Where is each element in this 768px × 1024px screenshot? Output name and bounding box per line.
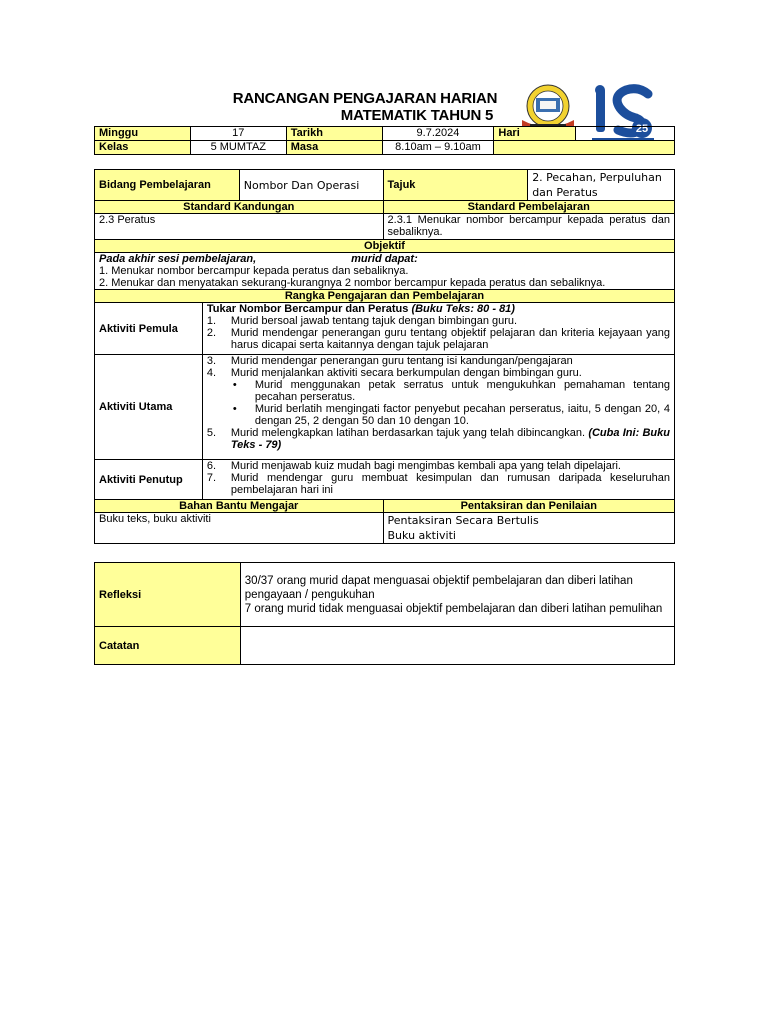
penilaian-header: Pentaksiran dan Penilaian [383,500,674,513]
penilaian-item-1: Pentaksiran Secara Bertulis [387,514,539,527]
rangka-header: Rangka Pengajaran dan Pembelajaran [95,290,675,303]
list-item: 4. Murid menjalankan aktiviti secara berkumpulan dengan bimbingan guru. • Murid menggunakan petak serratus untuk mengukuhkan pemahaman tentang pecahan perseratus. • Murid berlatih mengingati factor penyebut pecahan perseratus, iaitu, 5 dengan 20, 4 dengan 25, 2 dengan 50 dan 10 dengan 10. [206,367,670,427]
standard-pembelajaran-header: Standard Pembelajaran [383,201,674,214]
aktiviti-utama-content [202,355,674,460]
refleksi-content [240,563,674,627]
kelas-value: 5 MUMTAZ [190,141,286,155]
page-subtitle: MATEMATIK TAHUN 5 [340,107,494,124]
info-blank-cell [494,141,675,155]
aktiviti-pemula-content [202,303,674,355]
bbm-value: Buku teks, buku aktiviti [95,513,384,544]
bbm-header: Bahan Bantu Mengajar [95,500,384,513]
minggu-label: Minggu [95,127,191,141]
reflection-table [94,562,675,665]
svg-text:25: 25 [635,123,649,135]
masa-value: 8.10am – 9.10am [382,141,494,155]
catatan-value [240,627,674,665]
aktiviti-penutup-content [202,460,674,500]
sub-list-item: • Murid berlatih mengingati factor penyebut pecahan perseratus, iaitu, 5 dengan 20, 4 dengan 25, 2 dengan 50 dan 10 dengan 10. [232,403,670,427]
bidang-label: Bidang Pembelajaran [95,170,240,201]
minggu-value: 17 [190,127,286,141]
kelas-label: Kelas [95,141,191,155]
standard-pembelajaran-value: 2.3.1 Menukar nombor bercampur kepada peratus dan sebaliknya. [383,214,674,240]
bullet-icon: • [232,403,237,415]
tarikh-label: Tarikh [286,127,382,141]
objektif-content [95,253,675,290]
penilaian-value [383,513,674,544]
standard-kandungan-value: 2.3 Peratus [95,214,384,240]
refleksi-label: Refleksi [95,563,241,627]
objektif-intro-b: murid dapat: [351,253,418,265]
refleksi-line-2: 7 orang murid tidak menguasai objektif pembelajaran dan diberi latihan pemulihan [244,602,663,615]
list-item: 2. Murid mendengar penerangan guru tentang objektif pelajaran dan kriteria kejayaan yang harus dicapai serta kaitannya dengan tajuk pelajaran [206,327,670,351]
list-item: 1. Murid bersoal jawab tentang tajuk dengan bimbingan guru. [206,315,518,327]
list-item: 3. Murid mendengar penerangan guru tentang isi kandungan/pengajaran [206,355,573,367]
aktiviti-pemula-label: Aktiviti Pemula [95,303,203,355]
objektif-header: Objektif [95,240,675,253]
info-table [94,126,675,155]
bidang-value: Nombor Dan Operasi [239,170,383,201]
step5-ref: (Cuba Ini: Buku Teks - 79) [230,427,670,451]
objektif-item-1: 1. Menukar nombor bercampur kepada peratus dan sebaliknya. [99,265,409,277]
bullet-icon: • [232,379,237,391]
objektif-intro-a: Pada akhir sesi pembelajaran, [99,253,257,265]
refleksi-line-1: 30/37 orang murid dapat menguasai objektif pembelajaran dan diberi latihan pengayaan / pengukuhan [244,574,633,601]
tarikh-value: 9.7.2024 [382,127,494,141]
masa-label: Masa [286,141,382,155]
pemula-ref: (Buku Teks: 80 - 81) [411,303,515,315]
lesson-plan-table [94,169,675,544]
pemula-heading: Tukar Nombor Bercampur dan Peratus [206,303,409,315]
penilaian-item-2: Buku aktiviti [387,529,456,542]
objektif-item-2: 2. Menukar dan menyatakan sekurang-kurangnya 2 nombor bercampur kepada peratus dan sebaliknya. [99,277,606,289]
school-crest-logo [516,84,580,132]
list-item: 5. Murid melengkapkan latihan berdasarkan tajuk yang telah dibincangkan. (Cuba Ini: Buku Teks - 79) [206,427,670,451]
aktiviti-utama-label: Aktiviti Utama [95,355,203,460]
hari-label: Hari [494,127,576,141]
catatan-label: Catatan [95,627,241,665]
tajuk-value: 2. Pecahan, Perpuluhan dan Peratus [528,170,675,201]
sub-list-item: • Murid menggunakan petak serratus untuk mengukuhkan pemahaman tentang pecahan perseratus. [232,379,670,403]
hari-value [576,127,675,141]
page-title: RANCANGAN PENGAJARAN HARIAN [232,90,498,107]
aktiviti-penutup-label: Aktiviti Penutup [95,460,203,500]
list-item: 7. Murid mendengar guru membuat kesimpulan dan rumusan daripada keseluruhan pembelajaran hari ini [206,472,670,496]
tajuk-label: Tajuk [383,170,528,201]
standard-kandungan-header: Standard Kandungan [95,201,384,214]
list-item: 6. Murid menjawab kuiz mudah bagi mengimbas kembali apa yang telah dipelajari. [206,460,621,472]
